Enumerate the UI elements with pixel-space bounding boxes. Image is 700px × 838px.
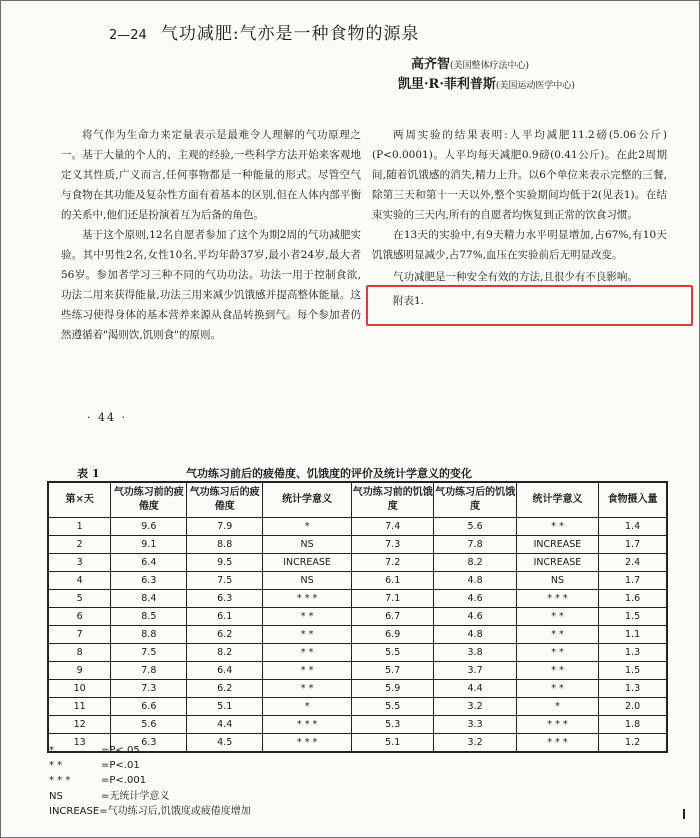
table-cell: 1.8 [599,716,667,734]
table-cell: 5.5 [352,644,434,662]
table-row [48,554,667,572]
column-header: 气功练习前的疲倦度 [111,482,187,518]
table-cell: 6.3 [187,590,263,608]
table-cell: 7.4 [352,518,434,536]
note-row [49,773,251,788]
table-cell: 1.6 [599,590,667,608]
table-cell: 4.5 [187,734,263,753]
table-row [48,590,667,608]
table-cell: 6.2 [187,626,263,644]
table-cell: * * * [263,734,352,753]
table-cell: 7.8 [111,662,187,680]
table-cell: 1.5 [599,608,667,626]
note-key: * * * [49,775,71,787]
table-cell: 8 [48,644,111,662]
table-cell: 12 [48,716,111,734]
table-cell: 1.3 [599,644,667,662]
table-cell: 1.7 [599,536,667,554]
table-cell: 8.2 [187,644,263,662]
table-header-row [48,482,667,518]
table-cell: 1.2 [599,734,667,753]
table-cell: 4.8 [434,572,516,590]
table-cell: 3.2 [434,734,516,753]
note-value: =无统计学意义 [101,790,170,802]
table-cell: * * * [516,716,598,734]
table-cell: 2 [48,536,111,554]
table-cell: 6.7 [352,608,434,626]
table-cell: 8.8 [187,536,263,554]
note-row [49,743,251,758]
left-column [61,125,361,345]
table-cell: 6.3 [111,734,187,753]
table-cell: 7.8 [434,536,516,554]
table-cell: * * * [263,590,352,608]
paragraph: 两周实验的结果表明:人平均减肥11.2磅(5.06公斤)(P<0.0001)。人平均每天减肥0.9磅(0.41公斤)。在此2周期间,随着饥饿感的消失,精力上升。以6个单位来表示完整的三餐,除第三天和第十一天以外,整个实验期间均低于2(见表1)。在结束实验的三天内,所有的自愿者均恢复到正常的饮食习惯。 [372,129,667,221]
table-cell: * * [516,626,598,644]
table-cell: * * [263,626,352,644]
table-cell: 7.3 [352,536,434,554]
table-cell: 4.4 [187,716,263,734]
table-row [48,626,667,644]
table-cell: 5.7 [352,662,434,680]
table-cell: * * * [516,590,598,608]
table-cell: 7.1 [352,590,434,608]
table-cell: 1 [48,518,111,536]
note-row [49,758,251,773]
table-cell: 3.8 [434,644,516,662]
table-cell: 5.1 [187,698,263,716]
table-row [48,572,667,590]
table-cell: 4.6 [434,608,516,626]
table-cell: 9.6 [111,518,187,536]
table-cell: 4.8 [434,626,516,644]
table-cell: 3.7 [434,662,516,680]
note-value: =P<.001 [101,775,147,787]
note-row [49,804,251,819]
author-affiliation: (美国整体疗法中心) [450,61,530,71]
table-row [48,644,667,662]
column-header: 统计学意义 [263,482,352,518]
table-cell: 9.5 [187,554,263,572]
table-cell: * [263,698,352,716]
table-cell: 6.4 [111,554,187,572]
paragraph: 附表1. [393,295,425,307]
note-value: =P<.05 [101,745,140,756]
note-value: =P<.01 [101,760,140,772]
table-cell: INCREASE [516,554,598,572]
table-cell: 4.6 [434,590,516,608]
table-cell: 5.1 [352,734,434,753]
table-cell: 5.6 [434,518,516,536]
table-cell: 6 [48,608,111,626]
table-cell: 4 [48,572,111,590]
table-cell: 6.3 [111,572,187,590]
table-cell: * * * [516,734,598,753]
table-cell: 1.1 [599,626,667,644]
table-cell: 8.5 [111,608,187,626]
margin-mark [683,809,685,819]
table-cell: 3 [48,554,111,572]
table-cell: 8.2 [434,554,516,572]
table-cell: * * [516,608,598,626]
table-row [48,680,667,698]
table-cell: 8.8 [111,626,187,644]
note-key: * [49,745,54,756]
table-cell: 2.4 [599,554,667,572]
table-cell: 10 [48,680,111,698]
table-cell: * * [263,662,352,680]
table-cell: * * [516,518,598,536]
table-cell: 1.7 [599,572,667,590]
highlight-box [366,285,693,326]
table-cell: INCREASE [263,554,352,572]
table-cell: NS [263,572,352,590]
table-cell: 5.3 [352,716,434,734]
table-cell: * * [263,644,352,662]
note-value: =气功练习后,饥饿度或疲倦度增加 [99,805,251,817]
table-cell: 11 [48,698,111,716]
table-cell: 3.3 [434,716,516,734]
table-cell: 1.5 [599,662,667,680]
note-key: * * [49,760,63,772]
table-cell: 7.9 [187,518,263,536]
table-cell: 6.1 [187,608,263,626]
table-cell: * * [516,662,598,680]
table-notes [49,743,251,819]
table-cell: 2.0 [599,698,667,716]
author-1 [411,53,529,72]
table-row [48,716,667,734]
article-number: 2—24 [109,28,147,43]
table-cell: 7 [48,626,111,644]
table-cell: 6.4 [187,662,263,680]
note-row [49,789,251,804]
column-header: 气功练习后的饥饿度 [434,482,516,518]
column-header: 气功练习前的饥饿度 [352,482,434,518]
article-title-text: 气功减肥:气亦是一种食物的源泉 [160,24,420,44]
article-title [109,19,420,44]
data-table [47,481,668,753]
author-2 [398,73,575,92]
highlighted-paragraph: 气功减肥是一种安全有效的方法,且很少有不良影响。 [393,271,638,283]
table-cell: * * [516,644,598,662]
table-cell: * * [263,608,352,626]
table-cell: 5 [48,590,111,608]
table-cell: INCREASE [516,536,598,554]
table-cell: * [263,518,352,536]
table-cell: 1.3 [599,680,667,698]
table-cell: 6.2 [187,680,263,698]
table-cell: 6.1 [352,572,434,590]
table-cell: NS [516,572,598,590]
table-cell: * * [516,680,598,698]
table-cell: 5.5 [352,698,434,716]
column-header: 气功练习后的疲倦度 [187,482,263,518]
page-number: · 44 · [87,411,127,424]
column-header: 食物摄入量 [599,482,667,518]
table-row [48,518,667,536]
table-cell: 13 [48,734,111,753]
table-cell: NS [263,536,352,554]
author-name: 凯里·R·菲利普斯 [398,77,496,92]
table-cell: 9 [48,662,111,680]
table-cell: 9.1 [111,536,187,554]
table-cell: * * * [263,716,352,734]
right-column [372,125,667,311]
table-row [48,698,667,716]
table-cell: * * [263,680,352,698]
note-key: INCREASE [49,805,100,817]
table-row [48,608,667,626]
table-row [48,662,667,680]
paragraph: 将气作为生命力来定量表示是最难令人理解的气功原理之一。基于大量的个人的、主观的经验,一些科学方法开始来客观地定义其性质,广义而言,任何事物都是一种能量的形式。尽管空气与食物在其功能及复杂性方面有着基本的区别,但在人体内部平衡的关系中,他们还是扮演着互为后备的角色。 [61,129,361,221]
table-cell: 5.6 [111,716,187,734]
author-name: 高齐智 [411,57,451,72]
table-cell: 1.4 [599,518,667,536]
column-header: 第×天 [48,482,111,518]
table-cell: 7.5 [187,572,263,590]
table-body [48,518,667,753]
table-cell: 7.5 [111,644,187,662]
paragraph: 在13天的实验中,有9天精力水平明显增加,占67%,有10天饥饿感明显减少,占77%,血压在实验前后无明显改变。 [372,229,667,261]
table-cell: * [516,698,598,716]
table-cell: 7.3 [111,680,187,698]
table-cell: 3.2 [434,698,516,716]
table-cell: 5.9 [352,680,434,698]
table-cell: 4.4 [434,680,516,698]
table-cell: 6.9 [352,626,434,644]
table-cell: 8.4 [111,590,187,608]
table-title: 气功练习前后的疲倦度、饥饿度的评价及统计学意义的变化 [186,467,472,480]
note-key: NS [49,790,63,802]
table-cell: 6.6 [111,698,187,716]
table-cell: 7.2 [352,554,434,572]
table-row [48,536,667,554]
table-caption: 表 1 [77,467,100,480]
paragraph: 基于这个原则,12名自愿者参加了这个为期2周的气功减肥实验。其中男性2名,女性10名,平均年龄37岁,最小者24岁,最大者56岁。参加者学习三种不同的气功功法。功法一用于控制食欲,功法二用来获得能量,功法三用来减少饥饿感并提高整体能量。这些练习使得身体的基本营养来源从食品转换到气。每个参加者仍然遵循着"渴则饮,饥则食"的原则。 [61,229,361,341]
column-header: 统计学意义 [516,482,598,518]
author-affiliation: (美国运动医学中心) [495,81,575,91]
